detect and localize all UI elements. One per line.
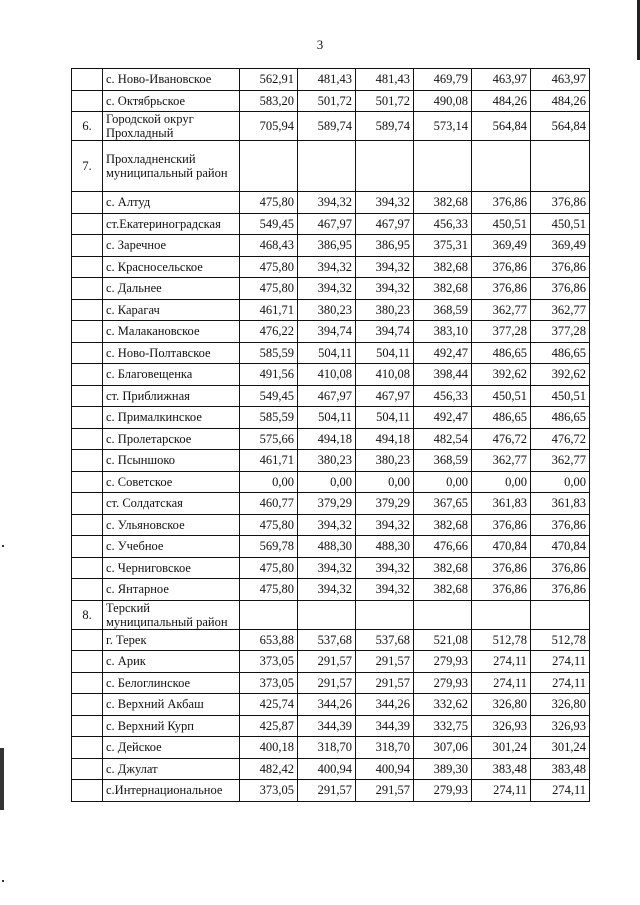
value-cell: 291,57 bbox=[356, 651, 414, 673]
value-cell: 274,11 bbox=[531, 780, 590, 802]
value-cell: 394,32 bbox=[298, 557, 356, 579]
settlement-name: с. Заречное bbox=[103, 235, 240, 257]
value-cell: 562,91 bbox=[240, 69, 298, 91]
value-cell: 380,23 bbox=[298, 450, 356, 472]
value-cell: 274,11 bbox=[472, 651, 531, 673]
settlement-name: с. Алтуд bbox=[103, 192, 240, 214]
table-row bbox=[72, 112, 590, 141]
row-number bbox=[72, 514, 103, 536]
table-row bbox=[72, 342, 590, 364]
row-number: 6. bbox=[72, 112, 103, 141]
value-cell: 425,74 bbox=[240, 694, 298, 716]
value-cell: 400,94 bbox=[298, 758, 356, 780]
value-cell: 0,00 bbox=[298, 471, 356, 493]
value-cell: 549,45 bbox=[240, 385, 298, 407]
row-number: 7. bbox=[72, 141, 103, 192]
value-cell: 376,86 bbox=[472, 192, 531, 214]
value-cell: 376,86 bbox=[531, 192, 590, 214]
table-row bbox=[72, 90, 590, 112]
settlement-name: с. Черниговское bbox=[103, 557, 240, 579]
row-number bbox=[72, 278, 103, 300]
table-row bbox=[72, 557, 590, 579]
value-cell: 326,93 bbox=[531, 715, 590, 737]
value-cell: 521,08 bbox=[414, 629, 472, 651]
value-cell: 450,51 bbox=[531, 213, 590, 235]
table-row bbox=[72, 737, 590, 759]
settlement-name: с. Белоглинское bbox=[103, 672, 240, 694]
value-cell: 537,68 bbox=[356, 629, 414, 651]
row-number bbox=[72, 557, 103, 579]
value-cell: 369,49 bbox=[531, 235, 590, 257]
row-number bbox=[72, 737, 103, 759]
value-cell: 481,43 bbox=[298, 69, 356, 91]
value-cell: 376,86 bbox=[531, 256, 590, 278]
scan-dot bbox=[2, 545, 4, 547]
value-cell: 380,23 bbox=[356, 450, 414, 472]
value-cell: 291,57 bbox=[356, 780, 414, 802]
value-cell: 504,11 bbox=[298, 407, 356, 429]
row-number bbox=[72, 213, 103, 235]
value-cell: 394,74 bbox=[298, 321, 356, 343]
value-cell: 376,86 bbox=[472, 278, 531, 300]
value-cell bbox=[240, 600, 298, 629]
table-row bbox=[72, 256, 590, 278]
value-cell: 463,97 bbox=[472, 69, 531, 91]
value-cell: 383,48 bbox=[472, 758, 531, 780]
value-cell: 373,05 bbox=[240, 651, 298, 673]
value-cell: 383,10 bbox=[414, 321, 472, 343]
table-row bbox=[72, 299, 590, 321]
value-cell: 394,32 bbox=[298, 579, 356, 601]
value-cell: 492,47 bbox=[414, 342, 472, 364]
value-cell: 482,42 bbox=[240, 758, 298, 780]
table-row bbox=[72, 213, 590, 235]
table-row bbox=[72, 758, 590, 780]
settlement-name: с. Пролетарское bbox=[103, 428, 240, 450]
value-cell: 279,93 bbox=[414, 780, 472, 802]
value-cell: 504,11 bbox=[356, 407, 414, 429]
settlement-name: с.Интернациональное bbox=[103, 780, 240, 802]
table-row bbox=[72, 493, 590, 515]
table-row bbox=[72, 321, 590, 343]
value-cell: 467,97 bbox=[298, 213, 356, 235]
value-cell: 475,80 bbox=[240, 256, 298, 278]
value-cell: 410,08 bbox=[298, 364, 356, 386]
value-cell: 326,80 bbox=[472, 694, 531, 716]
value-cell: 504,11 bbox=[298, 342, 356, 364]
value-cell: 362,77 bbox=[472, 299, 531, 321]
value-cell bbox=[472, 600, 531, 629]
settlement-name: с. Ульяновское bbox=[103, 514, 240, 536]
value-cell bbox=[414, 600, 472, 629]
value-cell: 394,32 bbox=[356, 557, 414, 579]
value-cell: 379,29 bbox=[356, 493, 414, 515]
value-cell: 589,74 bbox=[298, 112, 356, 141]
value-cell: 394,32 bbox=[298, 192, 356, 214]
value-cell: 461,71 bbox=[240, 450, 298, 472]
value-cell: 475,80 bbox=[240, 557, 298, 579]
value-cell: 486,65 bbox=[531, 407, 590, 429]
value-cell: 476,22 bbox=[240, 321, 298, 343]
value-cell: 368,59 bbox=[414, 299, 472, 321]
value-cell: 382,68 bbox=[414, 579, 472, 601]
value-cell: 564,84 bbox=[472, 112, 531, 141]
value-cell bbox=[298, 600, 356, 629]
value-cell: 467,97 bbox=[356, 213, 414, 235]
value-cell: 456,33 bbox=[414, 213, 472, 235]
value-cell: 470,84 bbox=[472, 536, 531, 558]
value-cell: 392,62 bbox=[472, 364, 531, 386]
value-cell: 490,08 bbox=[414, 90, 472, 112]
value-cell: 400,94 bbox=[356, 758, 414, 780]
value-cell: 361,83 bbox=[472, 493, 531, 515]
row-number bbox=[72, 471, 103, 493]
value-cell: 344,26 bbox=[298, 694, 356, 716]
value-cell: 344,39 bbox=[356, 715, 414, 737]
row-number bbox=[72, 428, 103, 450]
value-cell: 274,11 bbox=[531, 672, 590, 694]
value-cell: 653,88 bbox=[240, 629, 298, 651]
value-cell: 494,18 bbox=[298, 428, 356, 450]
row-number bbox=[72, 758, 103, 780]
value-cell: 376,86 bbox=[531, 557, 590, 579]
row-number bbox=[72, 450, 103, 472]
table-row bbox=[72, 536, 590, 558]
value-cell: 382,68 bbox=[414, 557, 472, 579]
value-cell: 382,68 bbox=[414, 192, 472, 214]
value-cell: 484,26 bbox=[472, 90, 531, 112]
row-number bbox=[72, 299, 103, 321]
value-cell: 450,51 bbox=[472, 385, 531, 407]
value-cell: 376,86 bbox=[472, 256, 531, 278]
value-cell: 344,26 bbox=[356, 694, 414, 716]
value-cell: 705,94 bbox=[240, 112, 298, 141]
settlement-name: с. Учебное bbox=[103, 536, 240, 558]
settlement-name: с. Верхний Курп bbox=[103, 715, 240, 737]
value-cell: 326,80 bbox=[531, 694, 590, 716]
value-cell: 386,95 bbox=[298, 235, 356, 257]
value-cell: 394,32 bbox=[356, 256, 414, 278]
value-cell: 484,26 bbox=[531, 90, 590, 112]
settlement-name: с. Псыншоко bbox=[103, 450, 240, 472]
settlement-name: с. Янтарное bbox=[103, 579, 240, 601]
value-cell: 394,32 bbox=[298, 256, 356, 278]
value-cell: 386,95 bbox=[356, 235, 414, 257]
row-number: 8. bbox=[72, 600, 103, 629]
value-cell: 394,32 bbox=[356, 514, 414, 536]
value-cell: 382,68 bbox=[414, 256, 472, 278]
row-number bbox=[72, 715, 103, 737]
row-number bbox=[72, 536, 103, 558]
value-cell bbox=[531, 141, 590, 192]
value-cell: 481,43 bbox=[356, 69, 414, 91]
settlement-name: с. Благовещенка bbox=[103, 364, 240, 386]
table-body bbox=[72, 69, 590, 802]
scan-dot bbox=[2, 880, 4, 882]
value-cell: 318,70 bbox=[298, 737, 356, 759]
value-cell bbox=[531, 600, 590, 629]
settlement-name: ст. Приближная bbox=[103, 385, 240, 407]
value-cell: 383,48 bbox=[531, 758, 590, 780]
value-cell: 274,11 bbox=[531, 651, 590, 673]
value-cell: 279,93 bbox=[414, 651, 472, 673]
value-cell bbox=[356, 600, 414, 629]
value-cell: 491,56 bbox=[240, 364, 298, 386]
value-cell: 373,05 bbox=[240, 672, 298, 694]
settlement-name: Прохладненский муниципальный район bbox=[103, 141, 240, 192]
value-cell: 326,93 bbox=[472, 715, 531, 737]
value-cell: 537,68 bbox=[298, 629, 356, 651]
value-cell: 425,87 bbox=[240, 715, 298, 737]
value-cell: 512,78 bbox=[531, 629, 590, 651]
value-cell: 0,00 bbox=[356, 471, 414, 493]
value-cell: 376,86 bbox=[472, 579, 531, 601]
settlement-name: с. Ново-Полтавское bbox=[103, 342, 240, 364]
value-cell: 301,24 bbox=[472, 737, 531, 759]
value-cell: 0,00 bbox=[240, 471, 298, 493]
value-cell: 486,65 bbox=[472, 342, 531, 364]
value-cell: 318,70 bbox=[356, 737, 414, 759]
value-cell: 279,93 bbox=[414, 672, 472, 694]
value-cell: 475,80 bbox=[240, 514, 298, 536]
value-cell bbox=[414, 141, 472, 192]
row-number bbox=[72, 694, 103, 716]
value-cell: 394,32 bbox=[298, 278, 356, 300]
settlement-name: ст.Екатериноградская bbox=[103, 213, 240, 235]
value-cell: 376,86 bbox=[472, 514, 531, 536]
value-cell: 460,77 bbox=[240, 493, 298, 515]
value-cell: 332,75 bbox=[414, 715, 472, 737]
table-row bbox=[72, 364, 590, 386]
table-row bbox=[72, 694, 590, 716]
value-cell: 469,79 bbox=[414, 69, 472, 91]
row-number bbox=[72, 493, 103, 515]
page-number: 3 bbox=[316, 37, 324, 52]
value-cell: 456,33 bbox=[414, 385, 472, 407]
settlement-name: г. Терек bbox=[103, 629, 240, 651]
table-row bbox=[72, 69, 590, 91]
settlement-name: с. Советское bbox=[103, 471, 240, 493]
value-cell: 512,78 bbox=[472, 629, 531, 651]
value-cell: 361,83 bbox=[531, 493, 590, 515]
value-cell: 467,97 bbox=[298, 385, 356, 407]
settlement-name: с. Дейское bbox=[103, 737, 240, 759]
table-row bbox=[72, 428, 590, 450]
value-cell: 486,65 bbox=[472, 407, 531, 429]
value-cell: 475,80 bbox=[240, 579, 298, 601]
table-row bbox=[72, 672, 590, 694]
value-cell: 367,65 bbox=[414, 493, 472, 515]
value-cell: 585,59 bbox=[240, 407, 298, 429]
table-row bbox=[72, 579, 590, 601]
row-number bbox=[72, 342, 103, 364]
value-cell: 380,23 bbox=[356, 299, 414, 321]
value-cell: 394,32 bbox=[356, 579, 414, 601]
value-cell: 475,80 bbox=[240, 192, 298, 214]
settlement-name: с. Октябрьское bbox=[103, 90, 240, 112]
value-cell: 501,72 bbox=[298, 90, 356, 112]
value-cell: 504,11 bbox=[356, 342, 414, 364]
table-row bbox=[72, 715, 590, 737]
value-cell: 476,72 bbox=[531, 428, 590, 450]
value-cell: 549,45 bbox=[240, 213, 298, 235]
value-cell: 0,00 bbox=[472, 471, 531, 493]
table-row bbox=[72, 385, 590, 407]
value-cell bbox=[240, 141, 298, 192]
tariff-table bbox=[71, 68, 590, 802]
table-row bbox=[72, 192, 590, 214]
value-cell: 463,97 bbox=[531, 69, 590, 91]
value-cell: 394,32 bbox=[356, 278, 414, 300]
value-cell: 382,68 bbox=[414, 278, 472, 300]
row-number bbox=[72, 780, 103, 802]
value-cell: 0,00 bbox=[414, 471, 472, 493]
value-cell bbox=[298, 141, 356, 192]
table-row bbox=[72, 629, 590, 651]
value-cell: 488,30 bbox=[356, 536, 414, 558]
value-cell: 291,57 bbox=[298, 672, 356, 694]
value-cell: 389,30 bbox=[414, 758, 472, 780]
value-cell: 274,11 bbox=[472, 672, 531, 694]
value-cell: 307,06 bbox=[414, 737, 472, 759]
value-cell: 488,30 bbox=[298, 536, 356, 558]
settlement-name: с. Прималкинское bbox=[103, 407, 240, 429]
value-cell: 380,23 bbox=[298, 299, 356, 321]
value-cell: 410,08 bbox=[356, 364, 414, 386]
value-cell: 470,84 bbox=[531, 536, 590, 558]
value-cell: 376,86 bbox=[472, 557, 531, 579]
value-cell: 564,84 bbox=[531, 112, 590, 141]
value-cell: 375,31 bbox=[414, 235, 472, 257]
row-number bbox=[72, 407, 103, 429]
value-cell: 394,32 bbox=[298, 514, 356, 536]
value-cell: 362,77 bbox=[472, 450, 531, 472]
value-cell: 376,86 bbox=[531, 514, 590, 536]
table-row bbox=[72, 450, 590, 472]
table-row bbox=[72, 651, 590, 673]
table-row bbox=[72, 141, 590, 192]
value-cell: 450,51 bbox=[472, 213, 531, 235]
scan-edge-mark bbox=[0, 748, 4, 810]
settlement-name: Терский муниципальный район bbox=[103, 600, 240, 629]
value-cell: 501,72 bbox=[356, 90, 414, 112]
value-cell: 377,28 bbox=[472, 321, 531, 343]
table-row bbox=[72, 407, 590, 429]
value-cell: 494,18 bbox=[356, 428, 414, 450]
table-row bbox=[72, 278, 590, 300]
value-cell: 575,66 bbox=[240, 428, 298, 450]
table-row bbox=[72, 514, 590, 536]
row-number bbox=[72, 651, 103, 673]
value-cell: 569,78 bbox=[240, 536, 298, 558]
value-cell: 585,59 bbox=[240, 342, 298, 364]
settlement-name: с. Красносельское bbox=[103, 256, 240, 278]
value-cell: 291,57 bbox=[298, 780, 356, 802]
row-number bbox=[72, 579, 103, 601]
value-cell: 377,28 bbox=[531, 321, 590, 343]
row-number bbox=[72, 385, 103, 407]
value-cell: 573,14 bbox=[414, 112, 472, 141]
value-cell: 392,62 bbox=[531, 364, 590, 386]
value-cell: 450,51 bbox=[531, 385, 590, 407]
value-cell: 376,86 bbox=[531, 278, 590, 300]
settlement-name: с. Малакановское bbox=[103, 321, 240, 343]
value-cell: 476,72 bbox=[472, 428, 531, 450]
settlement-name: с. Карагач bbox=[103, 299, 240, 321]
settlement-name: с. Джулат bbox=[103, 758, 240, 780]
value-cell: 376,86 bbox=[531, 579, 590, 601]
value-cell: 475,80 bbox=[240, 278, 298, 300]
value-cell: 398,44 bbox=[414, 364, 472, 386]
value-cell: 379,29 bbox=[298, 493, 356, 515]
value-cell: 344,39 bbox=[298, 715, 356, 737]
value-cell: 274,11 bbox=[472, 780, 531, 802]
value-cell: 583,20 bbox=[240, 90, 298, 112]
value-cell: 482,54 bbox=[414, 428, 472, 450]
table-row bbox=[72, 471, 590, 493]
settlement-name: с. Верхний Акбаш bbox=[103, 694, 240, 716]
row-number bbox=[72, 235, 103, 257]
settlement-name: ст. Солдатская bbox=[103, 493, 240, 515]
value-cell: 492,47 bbox=[414, 407, 472, 429]
value-cell: 589,74 bbox=[356, 112, 414, 141]
table-row bbox=[72, 235, 590, 257]
row-number bbox=[72, 256, 103, 278]
row-number bbox=[72, 69, 103, 91]
value-cell: 468,43 bbox=[240, 235, 298, 257]
value-cell: 368,59 bbox=[414, 450, 472, 472]
value-cell: 400,18 bbox=[240, 737, 298, 759]
value-cell: 362,77 bbox=[531, 299, 590, 321]
value-cell: 291,57 bbox=[356, 672, 414, 694]
row-number bbox=[72, 629, 103, 651]
row-number bbox=[72, 321, 103, 343]
table-row bbox=[72, 780, 590, 802]
value-cell: 394,74 bbox=[356, 321, 414, 343]
row-number bbox=[72, 364, 103, 386]
table-row bbox=[72, 600, 590, 629]
row-number bbox=[72, 672, 103, 694]
value-cell: 461,71 bbox=[240, 299, 298, 321]
row-number bbox=[72, 192, 103, 214]
value-cell: 373,05 bbox=[240, 780, 298, 802]
value-cell: 332,62 bbox=[414, 694, 472, 716]
settlement-name: Городской округ Прохладный bbox=[103, 112, 240, 141]
value-cell: 0,00 bbox=[531, 471, 590, 493]
value-cell: 486,65 bbox=[531, 342, 590, 364]
settlement-name: с. Ново-Ивановское bbox=[103, 69, 240, 91]
value-cell: 394,32 bbox=[356, 192, 414, 214]
settlement-name: с. Арик bbox=[103, 651, 240, 673]
value-cell bbox=[356, 141, 414, 192]
value-cell: 382,68 bbox=[414, 514, 472, 536]
value-cell: 291,57 bbox=[298, 651, 356, 673]
value-cell: 476,66 bbox=[414, 536, 472, 558]
value-cell: 369,49 bbox=[472, 235, 531, 257]
settlement-name: с. Дальнее bbox=[103, 278, 240, 300]
row-number bbox=[72, 90, 103, 112]
value-cell: 467,97 bbox=[356, 385, 414, 407]
value-cell bbox=[472, 141, 531, 192]
value-cell: 362,77 bbox=[531, 450, 590, 472]
value-cell: 301,24 bbox=[531, 737, 590, 759]
